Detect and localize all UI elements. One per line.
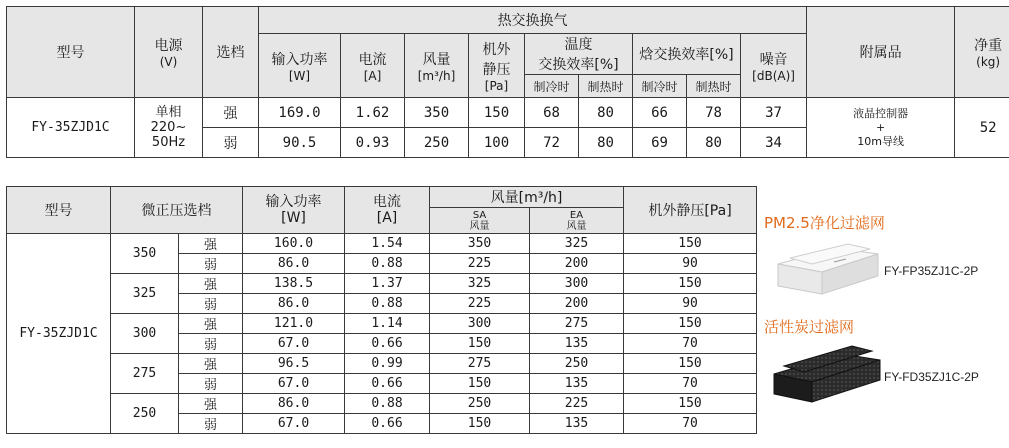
enth-heat-cell: 78 — [687, 98, 741, 128]
input-power-cell: 67.0 — [243, 334, 345, 354]
sa-airflow-cell: 250 — [430, 394, 530, 414]
pm25-filter-code: FY-FP35ZJ1C-2P — [884, 264, 979, 278]
static-pressure-cell: 70 — [624, 374, 757, 394]
ea-airflow-cell: 135 — [530, 374, 624, 394]
pm25-filter-title: PM2.5净化过滤网 — [764, 214, 885, 232]
accessories-line-1: 液晶控制器 — [853, 106, 909, 120]
enth-heat-cell: 80 — [687, 128, 741, 158]
table-row — [7, 354, 757, 374]
accessories-plus: + — [876, 120, 886, 134]
static-pressure-cell: 100 — [469, 128, 525, 158]
temp-eff-label: 温度 — [564, 37, 593, 53]
temp-heating-header: 制热时 — [579, 75, 633, 98]
ea-airflow-cell: 200 — [530, 254, 624, 274]
input-power-label: 输入功率 — [265, 194, 322, 210]
heat-exchange-spec-table — [6, 6, 1009, 158]
table-row — [7, 234, 757, 254]
static-pressure-cell: 70 — [624, 414, 757, 434]
enthalpy-heating-header: 制热时 — [687, 75, 741, 98]
table-row — [7, 274, 757, 294]
mode-cell: 弱 — [179, 294, 243, 314]
current-unit: [A] — [376, 210, 398, 226]
table-row — [7, 314, 757, 334]
ea-airflow-cell: 275 — [530, 314, 624, 334]
input-power-cell: 160.0 — [243, 234, 345, 254]
airflow-label: 风量 — [422, 51, 451, 68]
ea-airflow-cell: 300 — [530, 274, 624, 294]
voltage-text: 220~ — [150, 120, 187, 135]
enthalpy-efficiency-header: 焓交换效率[%] — [633, 34, 741, 75]
freq-text: 50Hz — [151, 135, 186, 150]
input-power-cell: 67.0 — [243, 374, 345, 394]
ea-airflow-cell: 135 — [530, 334, 624, 354]
col-model-header: 型号 — [7, 187, 111, 234]
sa-airflow-cell: 275 — [430, 354, 530, 374]
input-power-cell: 96.5 — [243, 354, 345, 374]
col-current-header — [341, 34, 405, 98]
mode-cell: 强 — [179, 234, 243, 254]
ea-airflow-header — [530, 208, 624, 234]
sa-airflow-cell: 225 — [430, 294, 530, 314]
noise-cell: 37 — [741, 98, 807, 128]
airflow-cell: 350 — [405, 98, 469, 128]
mode-cell: 强 — [179, 394, 243, 414]
static-pressure-cell: 90 — [624, 294, 757, 314]
input-power-cell: 90.5 — [259, 128, 341, 158]
sa-airflow-cell: 150 — [430, 414, 530, 434]
static-pressure-cell: 150 — [624, 234, 757, 254]
current-label: 电流 — [358, 51, 387, 68]
accessories-cell — [807, 98, 955, 158]
col-noise-header — [741, 34, 807, 98]
mode-cell: 弱 — [179, 334, 243, 354]
sa-airflow-header — [430, 208, 530, 234]
current-cell: 0.93 — [341, 128, 405, 158]
temp-heat-cell: 80 — [579, 128, 633, 158]
temp-cool-cell: 68 — [525, 98, 579, 128]
sa-airflow-cell: 150 — [430, 334, 530, 354]
temp-heat-cell: 80 — [579, 98, 633, 128]
model-cell: FY-35ZJD1C — [7, 98, 135, 158]
heat-exchange-group-header: 热交换换气 — [259, 7, 807, 34]
current-label: 电流 — [373, 194, 401, 210]
col-model-header: 型号 — [7, 7, 135, 98]
current-unit: [A] — [363, 68, 382, 83]
static-pressure-cell: 150 — [624, 394, 757, 414]
sa-airflow-cell: 350 — [430, 234, 530, 254]
current-cell: 0.88 — [345, 254, 430, 274]
accessories-line-2: 10m导线 — [857, 134, 904, 148]
sa-sub-label: 风量 — [469, 220, 490, 232]
ea-airflow-cell: 135 — [530, 414, 624, 434]
mode-cell: 弱 — [179, 254, 243, 274]
input-power-cell: 86.0 — [243, 294, 345, 314]
current-cell: 1.37 — [345, 274, 430, 294]
mode-cell: 弱 — [179, 374, 243, 394]
pressure-table-body — [7, 234, 757, 434]
input-power-cell: 86.0 — [243, 254, 345, 274]
pressure-level-cell: 275 — [111, 354, 179, 394]
current-cell: 1.62 — [341, 98, 405, 128]
carbon-filter-image — [772, 344, 882, 404]
input-power-cell: 121.0 — [243, 314, 345, 334]
pressure-level-cell: 250 — [111, 394, 179, 434]
noise-cell: 34 — [741, 128, 807, 158]
mode-cell: 强 — [179, 314, 243, 334]
enthalpy-cooling-header: 制冷时 — [633, 75, 687, 98]
ea-airflow-cell: 225 — [530, 394, 624, 414]
carbon-filter-title: 活性炭过滤网 — [764, 318, 855, 336]
pressure-level-cell: 350 — [111, 234, 179, 274]
static-pressure-cell: 150 — [624, 314, 757, 334]
input-power-unit: [W] — [281, 210, 306, 226]
input-power-label: 输入功率 — [271, 51, 328, 68]
power-label: 电源 — [154, 38, 183, 54]
static-pressure-cell: 70 — [624, 334, 757, 354]
input-power-cell: 86.0 — [243, 394, 345, 414]
sa-airflow-cell: 225 — [430, 254, 530, 274]
col-weight-header — [955, 7, 1009, 98]
current-cell: 0.99 — [345, 354, 430, 374]
mode-cell: 弱 — [179, 414, 243, 434]
sa-airflow-cell: 300 — [430, 314, 530, 334]
pm25-filter-image — [774, 242, 882, 296]
static-pressure-label-2: 静压 — [482, 61, 511, 78]
current-cell: 0.66 — [345, 334, 430, 354]
ea-airflow-cell: 200 — [530, 294, 624, 314]
static-pressure-cell: 150 — [469, 98, 525, 128]
table-row — [7, 394, 757, 414]
col-input-power-header — [243, 187, 345, 234]
col-static-pressure-header: 机外静压[Pa] — [624, 187, 757, 234]
static-pressure-cell: 150 — [624, 354, 757, 374]
col-accessories-header: 附属品 — [807, 7, 955, 98]
col-mode-header: 选档 — [203, 7, 259, 98]
temp-eff-label-2: 交换效率[%] — [538, 57, 619, 73]
col-static-pressure-header — [469, 34, 525, 98]
noise-unit: [dB(A)] — [752, 68, 795, 83]
static-pressure-cell: 90 — [624, 254, 757, 274]
ea-sub-label: 风量 — [566, 220, 587, 232]
current-cell: 1.14 — [345, 314, 430, 334]
weight-cell: 52 — [955, 98, 1009, 158]
static-pressure-cell: 150 — [624, 274, 757, 294]
airflow-unit: [m³/h] — [417, 68, 456, 83]
weight-unit: (kg) — [976, 55, 1001, 69]
ea-label: EA — [569, 209, 584, 221]
temp-cool-cell: 72 — [525, 128, 579, 158]
col-mode-header: 微正压选档 — [111, 187, 243, 234]
sa-airflow-cell: 150 — [430, 374, 530, 394]
col-power-header — [135, 7, 203, 98]
positive-pressure-spec-table — [6, 186, 757, 434]
col-current-header — [345, 187, 430, 234]
airflow-group-header: 风量[m³/h] — [430, 187, 624, 208]
mode-cell: 强 — [179, 274, 243, 294]
input-power-cell: 169.0 — [259, 98, 341, 128]
input-power-cell: 138.5 — [243, 274, 345, 294]
sa-airflow-cell: 325 — [430, 274, 530, 294]
ea-airflow-cell: 325 — [530, 234, 624, 254]
pressure-level-cell: 300 — [111, 314, 179, 354]
temp-efficiency-header — [525, 34, 633, 75]
weight-label: 净重 — [974, 38, 1003, 54]
pressure-level-cell: 325 — [111, 274, 179, 314]
ea-airflow-cell: 250 — [530, 354, 624, 374]
col-airflow-header — [405, 34, 469, 98]
current-cell: 1.54 — [345, 234, 430, 254]
power-unit: (V) — [159, 55, 178, 69]
sa-label: SA — [472, 209, 487, 221]
col-input-power-header — [259, 34, 341, 98]
input-power-cell: 67.0 — [243, 414, 345, 434]
temp-cooling-header: 制冷时 — [525, 75, 579, 98]
power-supply-cell — [135, 98, 203, 158]
mode-cell: 弱 — [203, 128, 259, 158]
carbon-filter-code: FY-FD35ZJ1C-2P — [884, 370, 979, 384]
static-pressure-label: 机外 — [482, 41, 511, 58]
current-cell: 0.66 — [345, 374, 430, 394]
mode-cell: 强 — [203, 98, 259, 128]
mode-cell: 强 — [179, 354, 243, 374]
noise-label: 噪音 — [759, 51, 788, 68]
current-cell: 0.88 — [345, 394, 430, 414]
static-pressure-unit: [Pa] — [484, 78, 509, 93]
current-cell: 0.66 — [345, 414, 430, 434]
enth-cool-cell: 69 — [633, 128, 687, 158]
input-power-unit: [W] — [288, 68, 311, 83]
phase-text: 单相 — [155, 105, 182, 120]
model-cell: FY-35ZJD1C — [7, 234, 111, 434]
enth-cool-cell: 66 — [633, 98, 687, 128]
current-cell: 0.88 — [345, 294, 430, 314]
airflow-cell: 250 — [405, 128, 469, 158]
